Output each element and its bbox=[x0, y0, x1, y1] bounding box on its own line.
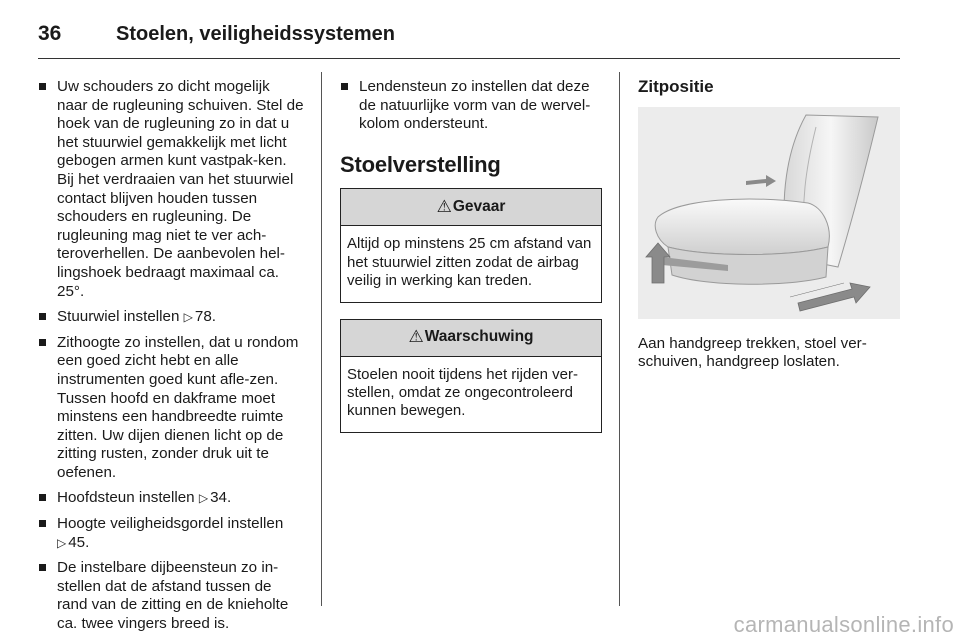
warning-text: Stoelen nooit tijdens het rijden ver-stellen, omdat ze ongecontroleerd kunnen bewegen. bbox=[347, 365, 578, 420]
page-reference-link[interactable]: 34. bbox=[210, 489, 232, 507]
item-text: Lendensteun zo instellen dat deze de natuurlijke vorm van de wervel-kolom ondersteunt. bbox=[359, 78, 591, 133]
warning-triangle-icon: ⚠ bbox=[408, 327, 424, 347]
list-item bbox=[38, 334, 304, 483]
item-text: Zithoogte zo instellen, dat u rondom een goed zicht hebt en alle instrumenten goed kunt afle-zen. Tussen hoofd en dakframe moet minstens een handbreedte ruimte zitten. Uw dijen dienen licht op de zitting rusten, zonder druk uit te oefenen. bbox=[57, 333, 299, 481]
list-item bbox=[38, 559, 304, 633]
section-heading: Zitpositie bbox=[638, 77, 714, 96]
bullet-list bbox=[340, 78, 602, 134]
list-item bbox=[38, 515, 304, 552]
page-header bbox=[38, 18, 395, 50]
list-item bbox=[38, 308, 304, 327]
list-item bbox=[38, 489, 304, 508]
reference-arrow-icon: ▷ bbox=[198, 491, 209, 506]
column-left bbox=[38, 78, 304, 641]
warning-triangle-icon: ⚠ bbox=[436, 197, 452, 217]
figure-caption: Aan handgreep trekken, stoel ver-schuiven, handgreep loslaten. bbox=[638, 334, 867, 371]
watermark: carmanualsonline.info bbox=[733, 612, 954, 637]
danger-box-header bbox=[341, 189, 601, 226]
page-reference-link[interactable]: 78. bbox=[194, 308, 216, 326]
reference-arrow-icon: ▷ bbox=[183, 310, 193, 325]
danger-text: Altijd op minstens 25 cm afstand van het stuurwiel zitten zodat de airbag veilig in werking kan treden. bbox=[347, 235, 592, 290]
column-divider bbox=[619, 72, 620, 606]
page-title: Stoelen, veiligheidssystemen bbox=[116, 22, 395, 45]
item-text: De instelbare dijbeensteun zo in-stellen dat de afstand tussen de rand van de zitting en de knieholte ca. twee vingers breed is. bbox=[57, 559, 289, 633]
header-divider bbox=[38, 58, 900, 59]
column-divider bbox=[321, 72, 322, 606]
section-heading: Stoelverstelling bbox=[340, 151, 501, 177]
warning-title: Waarschuwing bbox=[424, 328, 534, 346]
page-reference-link[interactable]: 45. bbox=[68, 533, 90, 551]
seat-adjustment-illustration bbox=[638, 107, 900, 319]
item-text: Stuurwiel instellen bbox=[57, 308, 180, 326]
danger-box bbox=[340, 188, 602, 302]
list-item bbox=[340, 78, 602, 134]
list-item bbox=[38, 78, 304, 301]
danger-title: Gevaar bbox=[452, 198, 506, 216]
warning-box-header bbox=[341, 320, 601, 357]
item-text: Hoofdsteun instellen bbox=[57, 489, 195, 507]
column-middle bbox=[340, 78, 602, 449]
column-right bbox=[638, 78, 900, 372]
reference-arrow-icon: ▷ bbox=[57, 535, 67, 550]
item-text: Uw schouders zo dicht mogelijk naar de rugleuning schuiven. Stel de hoek van de rugleuning zo in dat u het stuurwiel gemakkelijk met licht gebogen armen kunt vastpak-ken. Bij het verdraaien van het stuurwiel contact blijven houden tussen schouders en rugleuning. De rugleuning mag niet te ver ach-teroverhellen. De aanbevolen hel-lingshoek bedraagt maximaal ca. 25°. bbox=[57, 78, 304, 300]
page-number: 36 bbox=[38, 22, 62, 45]
warning-box bbox=[340, 319, 602, 433]
bullet-list bbox=[38, 78, 304, 634]
item-text: Hoogte veiligheidsgordel instellen bbox=[57, 515, 284, 533]
